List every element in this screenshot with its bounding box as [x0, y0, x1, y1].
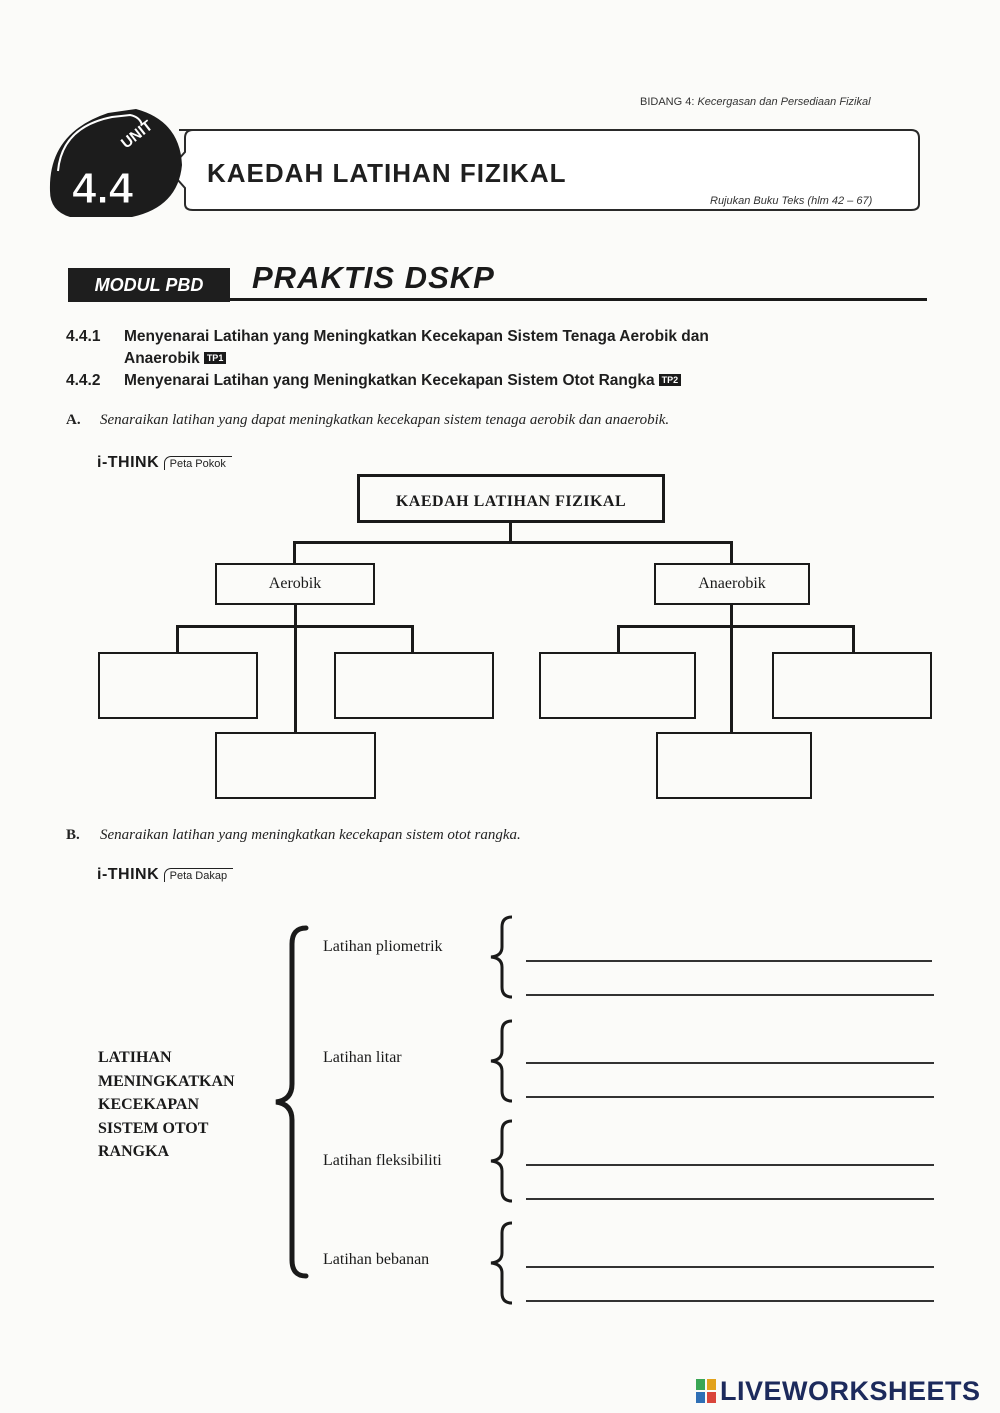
question-letter: A. [66, 412, 81, 428]
connector [176, 625, 414, 628]
aerobik-answer-box-2[interactable] [334, 652, 494, 719]
question-a [66, 412, 669, 429]
answer-line[interactable] [526, 994, 934, 996]
objective-4-4-2 [66, 372, 681, 390]
bidang-title: Kecergasan dan Persediaan Fizikal [697, 96, 871, 108]
tp-badge: TP2 [659, 374, 682, 386]
aerobik-answer-box-3[interactable] [215, 732, 376, 799]
question-b [66, 827, 521, 844]
anaerobik-answer-box-3[interactable] [656, 732, 812, 799]
objective-text: Menyenarai Latihan yang Meningkatkan Kecekapan Sistem Tenaga Aerobik dan [124, 328, 709, 345]
objective-code: 4.4.1 [66, 328, 101, 345]
liveworksheets-watermark: LIVEWORKSHEETS [720, 1376, 981, 1406]
ithink-logo: i-THINK [97, 866, 160, 883]
connector [509, 523, 512, 543]
main-label-line: LATIHAN [98, 1049, 172, 1066]
map-type-label: Peta Dakap [164, 868, 233, 882]
part-bebanan: Latihan bebanan [323, 1251, 430, 1268]
part-pliometrik: Latihan pliometrik [323, 938, 443, 955]
small-brace-1 [486, 914, 518, 1000]
big-brace [268, 924, 314, 1280]
question-text: Senaraikan latihan yang dapat meningkatkan kecekapan sistem tenaga aerobik dan anaerobik. [100, 412, 670, 428]
anaerobik-answer-box-2[interactable] [772, 652, 932, 719]
textbook-reference: Rujukan Buku Teks (hlm 42 – 67) [710, 195, 873, 207]
liveworksheets-logo-icon [696, 1379, 716, 1403]
connector [411, 625, 414, 653]
question-letter: B. [66, 827, 80, 843]
main-label-line: SISTEM OTOT [98, 1119, 209, 1137]
part-litar: Latihan litar [323, 1049, 402, 1066]
objective-4-4-1 [66, 328, 709, 346]
anaerobik-box: Anaerobik [654, 563, 810, 605]
main-label-line: RANGKA [98, 1143, 170, 1160]
ithink-peta-pokok [97, 454, 232, 472]
tree-root-box: KAEDAH LATIHAN FIZIKAL [357, 474, 665, 523]
answer-line[interactable] [526, 960, 932, 962]
answer-line[interactable] [526, 1300, 934, 1302]
brace-main-label [98, 1046, 235, 1164]
small-brace-2 [486, 1018, 518, 1104]
anaerobik-answer-box-1[interactable] [539, 652, 696, 719]
tp-badge: TP1 [204, 352, 227, 364]
objective-4-4-1-cont [124, 350, 226, 368]
objective-text: Anaerobik [124, 350, 200, 367]
modul-pbd-label: MODUL PBD [68, 268, 230, 302]
praktis-underline [230, 298, 927, 301]
small-brace-4 [486, 1220, 518, 1306]
connector [293, 541, 733, 544]
unit-title: KAEDAH LATIHAN FIZIKAL [207, 158, 567, 188]
answer-line[interactable] [526, 1164, 934, 1166]
connector [617, 625, 855, 628]
ithink-logo: i-THINK [97, 454, 160, 471]
answer-line[interactable] [526, 1266, 934, 1268]
answer-line[interactable] [526, 1062, 934, 1064]
bidang-prefix: BIDANG 4: [640, 96, 695, 108]
main-label-line: KECEKAPAN [98, 1096, 200, 1113]
objective-code: 4.4.2 [66, 372, 101, 389]
map-type-label: Peta Pokok [164, 456, 232, 470]
aerobik-answer-box-1[interactable] [98, 652, 258, 719]
praktis-dskp-title: PRAKTIS DSKP [252, 260, 495, 295]
header-subject [640, 96, 871, 108]
connector [730, 541, 733, 564]
question-text: Senaraikan latihan yang meningkatkan kecekapan sistem otot rangka. [100, 827, 521, 843]
aerobik-box: Aerobik [215, 563, 375, 605]
unit-number: 4.4 [72, 164, 134, 213]
ithink-peta-dakap [97, 866, 233, 884]
connector [176, 625, 179, 653]
unit-badge [40, 103, 190, 221]
unit-word: UNIT [117, 117, 157, 153]
answer-line[interactable] [526, 1198, 934, 1200]
small-brace-3 [486, 1118, 518, 1204]
connector [293, 541, 296, 564]
answer-line[interactable] [526, 1096, 934, 1098]
part-fleksibiliti: Latihan fleksibiliti [323, 1152, 442, 1169]
main-label-line: MENINGKATKAN [98, 1072, 235, 1090]
connector [617, 625, 620, 653]
connector [852, 625, 855, 653]
objective-text: Menyenarai Latihan yang Meningkatkan Kecekapan Sistem Otot Rangka [124, 372, 655, 389]
